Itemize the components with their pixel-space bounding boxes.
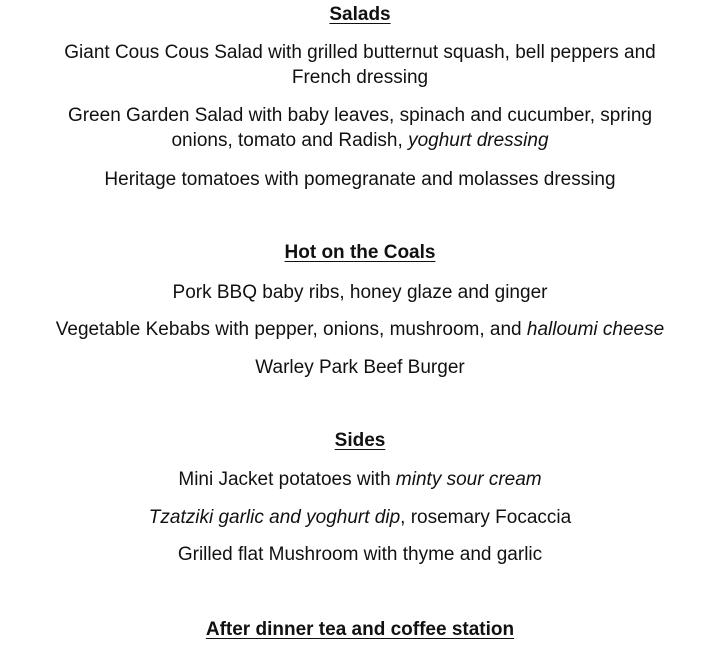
section-heading-salads: Salads xyxy=(329,4,391,25)
menu-item-italic-text: minty sour cream xyxy=(395,469,542,490)
menu-item-beef-burger: Warley Park Beef Burger xyxy=(255,357,465,378)
section-heading-hot-on-the-coals: Hot on the Coals xyxy=(284,242,436,263)
menu-item-green-garden-salad xyxy=(0,103,720,153)
menu-item-pork-ribs: Pork BBQ baby ribs, honey glaze and ginger xyxy=(172,282,548,303)
menu-item-cous-cous-salad xyxy=(0,40,720,90)
menu-item-text: Vegetable Kebabs with pepper, onions, mushroom, and xyxy=(55,319,527,340)
menu-item-text: , rosemary Focaccia xyxy=(400,507,572,528)
menu-item-jacket-potatoes xyxy=(0,467,720,492)
menu-item-vegetable-kebabs xyxy=(0,317,720,342)
menu-item-text: onions, tomato and Radish, xyxy=(171,130,409,151)
menu-item-line: Green Garden Salad with baby leaves, spinach and cucumber, spring xyxy=(67,105,653,126)
menu-item-line: Giant Cous Cous Salad with grilled butternut squash, bell peppers and xyxy=(64,42,656,63)
menu-item-italic-text: yoghurt dressing xyxy=(408,130,549,151)
menu-item-text: Mini Jacket potatoes with xyxy=(178,469,396,490)
section-heading-sides: Sides xyxy=(334,430,386,451)
menu-item-italic-text: Tzatziki garlic and yoghurt dip xyxy=(148,507,401,528)
menu-item-line: French dressing xyxy=(291,67,429,88)
menu-item-italic-text: halloumi cheese xyxy=(526,319,665,340)
menu-item-heritage-tomatoes: Heritage tomatoes with pomegranate and molasses dressing xyxy=(104,169,616,190)
section-heading-after-dinner: After dinner tea and coffee station xyxy=(205,619,515,640)
menu-item-grilled-mushroom: Grilled flat Mushroom with thyme and garlic xyxy=(177,544,543,565)
menu-item-tzatziki xyxy=(0,505,720,530)
menu-item-line xyxy=(0,128,720,153)
